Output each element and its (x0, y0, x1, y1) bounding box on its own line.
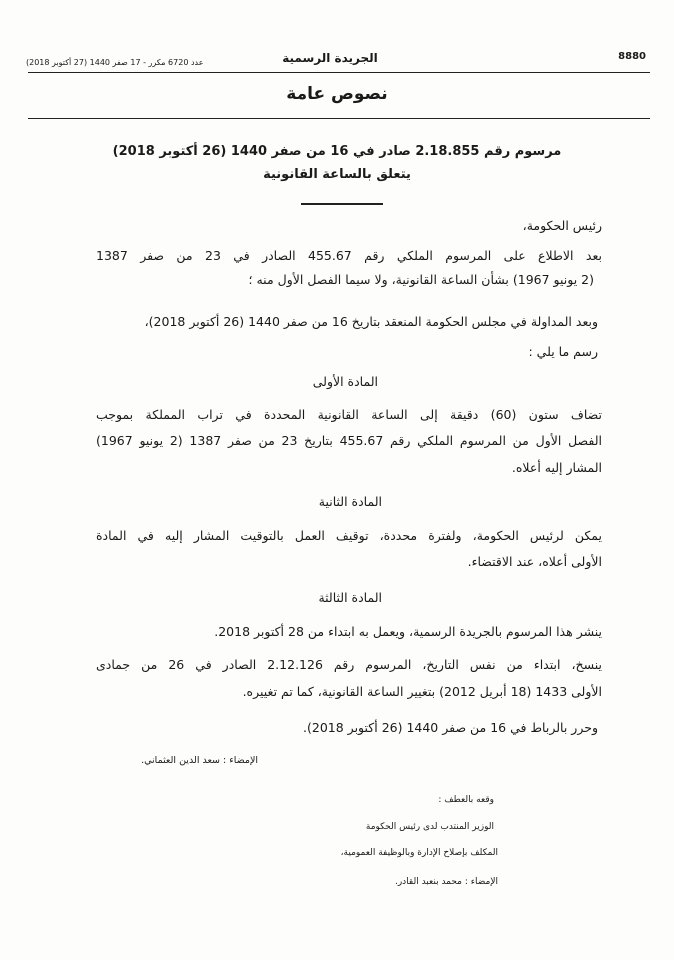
signature-head-of-government: الإمضاء : سعد الدين العثماني. (141, 755, 258, 766)
done-at: وحرر بالرباط في 16 من صفر 1440 (26 أكتوبر 2018). (303, 720, 598, 735)
signature-minister: الإمضاء : محمد بنعبد القادر. (394, 877, 498, 887)
decree-title-line1: مرسوم رقم 2.18.855 صادر في 16 من صفر 1440 (26 أكتوبر 2018) (112, 144, 562, 159)
section-title: نصوص عامة (286, 84, 388, 104)
decreed: رسم ما يلي : (528, 344, 598, 359)
article-3-line2: ينسخ، ابتداء من نفس التاريخ، المرسوم رقم 2.12.126 الصادر في 26 من جمادى (96, 657, 602, 672)
journal-name: الجريدة الرسمية (282, 51, 378, 65)
decree-title-line2: يتعلق بالساعة القانونية (263, 167, 411, 182)
header-rule (28, 72, 650, 73)
issue-info: عدد 6720 مكرر - 17 صفر 1440 (27 أكتوبر 2018) (26, 58, 204, 67)
article-1-heading: المادة الأولى (312, 374, 378, 389)
article-2-line1: يمكن لرئيس الحكومة، ولفترة محددة، توقيف العمل بالتوقيت المشار إليه في المادة (96, 528, 602, 543)
title-underline (301, 203, 383, 205)
article-2-line2: الأولى أعلاه، عند الاقتضاء. (467, 554, 602, 569)
recital1-line1: بعد الاطلاع على المرسوم الملكي رقم 455.67 الصادر في 23 من صفر 1387 (96, 248, 602, 263)
minister-title-line1: الوزير المنتدب لدى رئيس الحكومة (365, 822, 494, 832)
countersigned-label: وقعه بالعطف : (438, 795, 494, 805)
article-1-line1: تضاف ستون (60) دقيقة إلى الساعة القانونية المحددة في تراب المملكة بموجب (96, 407, 602, 422)
article-3-heading: المادة الثالثة (318, 590, 382, 605)
section-rule (28, 118, 650, 119)
article-1-line3: المشار إليه أعلاه. (511, 460, 602, 475)
recital1-line2: (2 يونيو 1967) بشأن الساعة القانونية، ولا سيما الفصل الأول منه ؛ (248, 272, 594, 287)
article-2-heading: المادة الثانية (318, 494, 382, 509)
addressee: رئيس الحكومة، (522, 218, 602, 233)
article-3-line3: الأولى 1433 (18 أبريل 2012) بتغيير الساعة القانونية، كما تم تغييره. (242, 684, 602, 699)
recital2: وبعد المداولة في مجلس الحكومة المنعقد بتاريخ 16 من صفر 1440 (26 أكتوبر 2018)، (144, 314, 598, 329)
page-number: 8880 (618, 51, 646, 62)
article-1-line2: الفصل الأول من المرسوم الملكي رقم 455.67 بتاريخ 23 من صفر 1387 (2 يونيو 1967) (96, 433, 602, 448)
article-3-line1: ينشر هذا المرسوم بالجريدة الرسمية، ويعمل به ابتداء من 28 أكتوبر 2018. (214, 624, 602, 639)
minister-title-line2: المكلف بإصلاح الإدارة وبالوظيفة العمومية، (340, 848, 498, 858)
